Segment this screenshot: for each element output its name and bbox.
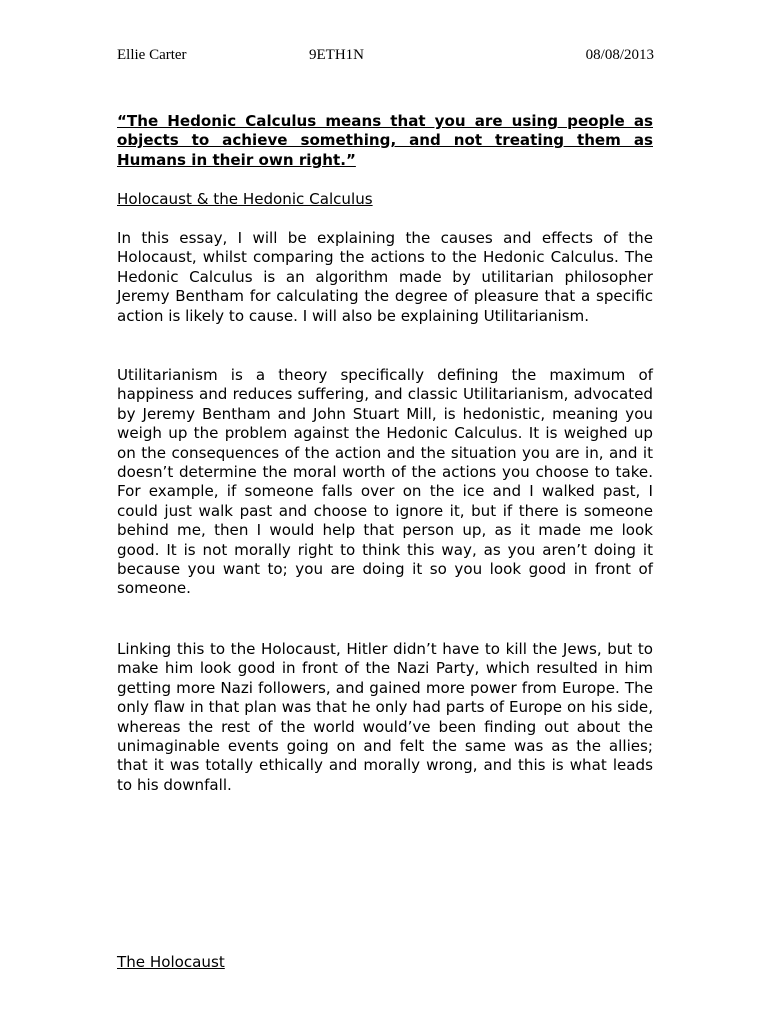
section-heading: The Holocaust — [117, 953, 225, 971]
essay-title: Holocaust & the Hedonic Calculus — [117, 190, 373, 208]
header-class-code: 9ETH1N — [309, 47, 364, 63]
header-author: Ellie Carter — [117, 47, 187, 63]
paragraph-utilitarianism: Utilitarianism is a theory specifically defining the maximum of happiness and reduces suffering, and classic Utilitarianism, advocated by Jeremy Bentham and John Stuart Mill, is hedonistic, meaning you weigh up the problem against the Hedonic Calculus. It is weighed up on the consequences of the action and the situation you are in, and it doesn’t determine the moral worth of the actions you choose to take. For example, if someone falls over on the ice and I walked past, I could just walk past and choose to ignore it, but if there is someone behind me, then I would help that person up, as it made me look good. It is not morally right to think this way, as you aren’t doing it because you want to; you are doing it so you look good in front of someone. — [117, 366, 653, 598]
header-date: 08/08/2013 — [585, 47, 654, 63]
paragraph-introduction: In this essay, I will be explaining the causes and effects of the Holocaust, whilst comparing the actions to the Hedonic Calculus. The Hedonic Calculus is an algorithm made by utilitarian philosopher Jeremy Bentham for calculating the degree of pleasure that a specific action is likely to cause. I will also be explaining Utilitarianism. — [117, 229, 653, 325]
paragraph-holocaust-link: Linking this to the Holocaust, Hitler didn’t have to kill the Jews, but to make him look good in front of the Nazi Party, which resulted in him getting more Nazi followers, and gained more power from Europe. The only flaw in that plan was that he only had parts of Europe on his side, whereas the rest of the world would’ve been finding out about the unimaginable events going on and felt the same was as the allies; that it was totally ethically and morally wrong, and this is what leads to his downfall. — [117, 640, 653, 794]
opening-quote: “The Hedonic Calculus means that you are using people as objects to achieve something, and not treating them as Humans in their own right.” — [117, 112, 653, 169]
page-header — [117, 45, 654, 65]
